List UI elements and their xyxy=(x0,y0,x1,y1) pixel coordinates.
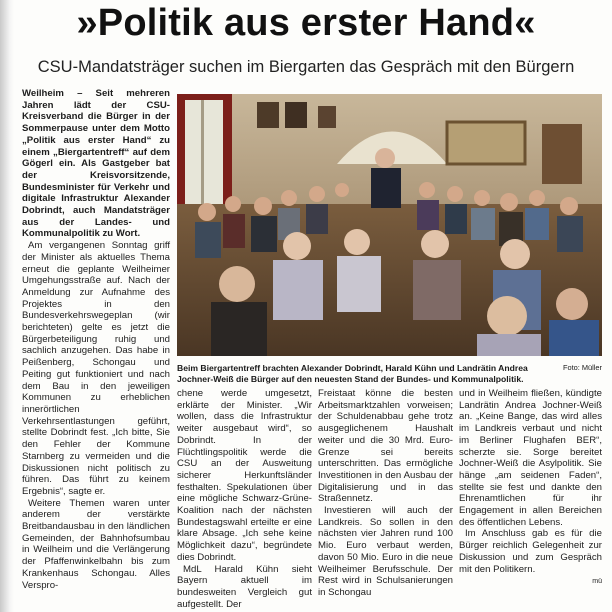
paragraph: chene werde umgesetzt, erklärte der Minister. „Wir wollen, dass die Infrastruktur weiter ausgebaut wird“, so Dobrindt. In der Flüchtlingspolitik werde die CSU an der Ausweitung sicherer Herkunftsländer festhalten. Spekulationen über eine mögliche Schwarz-Grüne-Koalition nach der nächsten Bundestagswahl erteilte er eine klare Absage. „Ich sehe keine Möglichkeit dazu“, begründete dies Dobrindt. xyxy=(177,388,312,563)
paragraph-intro: Weilheim – Seit mehreren Jahren lädt der CSU-Kreisverband die Bürger in der Sommerpause unter dem Motto „Politik aus erster Hand“ zu einem „Biergartentreff“ auf dem Gögerl ein. Als Gastgeber bat der Kreisvorsitzende, Bundesminister für Verkehr und digitale Infrastruktur Alexander Dobrindt, auch Mandatsträger aus der Landes- und Kommunalpolitik zu Wort. xyxy=(22,88,170,240)
paragraph: Weitere Themen waren unter anderem der verstärkte Breitbandausbau in den ländlichen Gemeinden, der Bahnhofsumbau in Weilheim und die Verlängerung der Pfaffenwinkelbahn bis zum Krankenhaus Schongau. Alles Verspro- xyxy=(22,497,170,591)
caption-text: Beim Biergartentreff brachten Alexander Dobrindt, Harald Kühn und Landrätin Andrea Jochner-Weiß die Bürger auf den neuesten Stand der Bundes- und Kommunalpolitik. xyxy=(177,363,528,384)
event-photo xyxy=(177,94,602,356)
paragraph: und in Weilheim fließen, kündigte Landrätin Andrea Jochner-Weiß an. „Keine Bange, das wird alles im Landkreis verbaut und nicht im Berliner Flughafen BER“, scherzte sie. Sorge bereitet Jochner-Weiß die Asylpolitik. Sie hänge „am seidenen Faden“, stellte sie fest und dankte den Ehrenamtlichen für ihr Engagement in allen Bereichen des öffentlichen Lebens. xyxy=(459,388,602,528)
photo-credit: Foto: Müller xyxy=(562,363,602,372)
paragraph: MdL Harald Kühn sieht Bayern aktuell im bundesweiten Vergleich gut aufgestellt. Der xyxy=(177,563,312,610)
photo-caption xyxy=(177,363,602,384)
headline: »Politik aus erster Hand« xyxy=(76,2,536,44)
photo-illustration xyxy=(177,94,602,356)
paragraph: Freistaat könne die besten Arbeitsmarktzahlen vorweisen; der Schuldenabbau gehe trotz ausgeglichenem Haushalt weiter und die 30 Mrd. Euro-Grenze sei bereits unterschritten. Das ermögliche Investitionen in den Ausbau der Digitalisierung und in das Straßennetz. xyxy=(318,388,453,505)
paragraph: Im Anschluss gab es für die Bürger reichlich Gelegenheit zur Diskussion und zum Gespräch mit den Politikern. xyxy=(459,528,602,575)
article-column-1 xyxy=(22,88,170,591)
article-column-4 xyxy=(459,388,602,588)
subheadline: CSU-Mandatsträger suchen im Biergarten das Gespräch mit den Bürgern xyxy=(37,58,575,76)
article-column-2 xyxy=(177,388,312,610)
page-fold-shadow xyxy=(0,0,14,612)
paragraph: Investieren will auch der Landkreis. So sollen in den nächsten vier Jahren rund 100 Mio. Euro verbaut werden, davon 50 Mio. Euro in die neue Weilheimer Berufsschule. Der Rest wird in Schulsanierungen in Schongau xyxy=(318,505,453,598)
paragraph: Am vergangenen Sonntag griff der Minister als aktuelles Thema erneut die geplante Weilheimer Umgehungsstraße auf. Nach der Anmeldung zur Aufnahme des Projektes in den Bundesverkehrswegeplan (wir berichteten) gelte es jetzt die Bürgerbeteiligung ruhig und sachlich anzugehen. Das habe in Peißenberg, Schongau und Peiting gut funktioniert und nach dem Bau in den jeweiligen Kommunen zu erheblichen innerörtlichen Verkehrsentlastungen geführt, stellte Dobrindt fest. „Ich bitte, Sie den Fehler der Kommune Starnberg zu vermeiden und die Diskussionen nicht politisch zu führen. Das führt zu keinem Ergebnis“, sagte er. xyxy=(22,240,170,497)
author-signature: mü xyxy=(592,578,602,586)
article-column-3 xyxy=(318,388,453,599)
